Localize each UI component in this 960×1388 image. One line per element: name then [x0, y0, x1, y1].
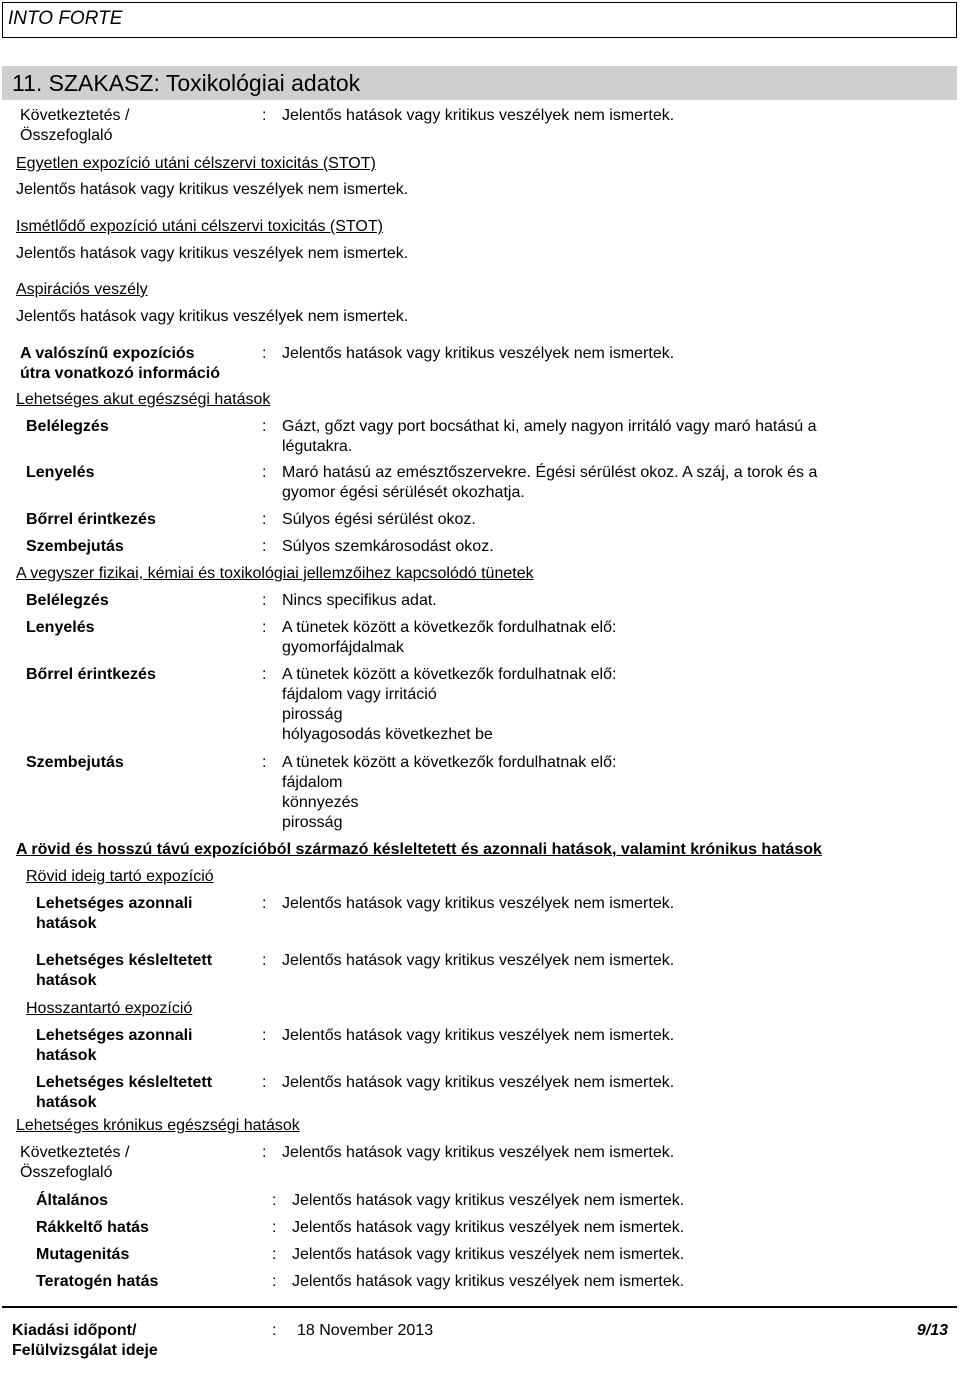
conclusion-label: Következtetés / Összefoglaló: [20, 107, 130, 144]
colon: :: [272, 1246, 277, 1263]
acute-row-value: Súlyos szemkárosodást okoz.: [282, 538, 494, 555]
short-delayed-label: Lehetséges késleltetett hatások: [36, 952, 213, 989]
delayed-heading: A rövid és hosszú távú expozícióból származó késleltetett és azonnali hatások, valamint krónikus hatások: [16, 841, 822, 858]
symptoms-heading: A vegyszer fizikai, kémiai és toxikológiai jellemzőihez kapcsolódó tünetek: [16, 565, 534, 582]
acute-row-label: Belélegzés: [26, 418, 109, 435]
stot-single-heading: Egyetlen expozíció utáni célszervi toxicitás (STOT): [16, 155, 376, 172]
acute-row-value: Maró hatású az emésztőszervekre. Égési sérülést okoz. A száj, a torok és a gyomor égési sérülését okozhatja.: [282, 464, 818, 501]
stot-repeated-text: Jelentős hatások vagy kritikus veszélyek nem ismertek.: [16, 245, 409, 262]
header-box: [2, 2, 957, 38]
colon: :: [262, 1027, 267, 1044]
colon: :: [262, 511, 267, 528]
colon: :: [272, 1219, 277, 1236]
long-delayed-value: Jelentős hatások vagy kritikus veszélyek nem ismertek.: [282, 1074, 675, 1091]
symptom-row-label: Bőrrel érintkezés: [26, 666, 156, 683]
chronic-row-label: Általános: [36, 1192, 109, 1209]
chronic-row-value: Jelentős hatások vagy kritikus veszélyek nem ismertek.: [292, 1192, 685, 1209]
chronic-row-value: Jelentős hatások vagy kritikus veszélyek nem ismertek.: [292, 1246, 685, 1263]
colon: :: [262, 345, 267, 362]
symptom-row-value: A tünetek között a következők fordulhatnak elő: gyomorfájdalmak: [282, 619, 617, 656]
chronic-row-value: Jelentős hatások vagy kritikus veszélyek nem ismertek.: [292, 1219, 685, 1236]
colon: :: [272, 1322, 277, 1339]
acute-row-value: Gázt, gőzt vagy port bocsáthat ki, amely nagyon irritáló vagy maró hatású a légutakra.: [282, 418, 817, 455]
colon: :: [262, 1074, 267, 1091]
symptom-row-value: A tünetek között a következők fordulhatnak elő: fájdalom vagy irritáció pirosság hólyagosodás következhet be: [282, 666, 617, 743]
colon: :: [262, 464, 267, 481]
routes-value: Jelentős hatások vagy kritikus veszélyek nem ismertek.: [282, 345, 675, 362]
colon: :: [262, 107, 267, 124]
aspiration-text: Jelentős hatások vagy kritikus veszélyek nem ismertek.: [16, 308, 409, 325]
acute-row-value: Súlyos égési sérülést okoz.: [282, 511, 476, 528]
chronic-row-label: Teratogén hatás: [36, 1273, 159, 1290]
colon: :: [262, 666, 267, 683]
long-exposure-heading: Hosszantartó expozíció: [26, 1000, 193, 1017]
colon: :: [262, 754, 267, 771]
chronic-row-label: Rákkeltő hatás: [36, 1219, 149, 1236]
footer-date-label: Kiadási időpont/ Felülvizsgálat ideje: [12, 1322, 158, 1359]
short-immediate-label: Lehetséges azonnali hatások: [36, 895, 193, 932]
page-number: 9/13: [916, 1322, 948, 1339]
short-immediate-value: Jelentős hatások vagy kritikus veszélyek nem ismertek.: [282, 895, 675, 912]
chronic-heading: Lehetséges krónikus egészségi hatások: [16, 1117, 300, 1134]
long-immediate-label: Lehetséges azonnali hatások: [36, 1027, 193, 1064]
short-exposure-heading: Rövid ideig tartó expozíció: [26, 868, 214, 885]
colon: :: [262, 418, 267, 435]
aspiration-heading: Aspirációs veszély: [16, 281, 148, 298]
colon: :: [262, 895, 267, 912]
colon: :: [262, 952, 267, 969]
section-title: 11. SZAKASZ: Toxikológiai adatok: [12, 70, 361, 96]
footer-date: 18 November 2013: [297, 1322, 434, 1339]
acute-heading: Lehetséges akut egészségi hatások: [16, 391, 271, 408]
symptom-row-label: Belélegzés: [26, 592, 109, 609]
conclusion-value: Jelentős hatások vagy kritikus veszélyek nem ismertek.: [282, 107, 675, 124]
long-delayed-label: Lehetséges késleltetett hatások: [36, 1074, 213, 1111]
symptom-row-value: A tünetek között a következők fordulhatnak elő: fájdalom könnyezés pirosság: [282, 754, 617, 831]
routes-label: A valószínű expozíciós útra vonatkozó információ: [20, 345, 221, 382]
acute-row-label: Lenyelés: [26, 464, 95, 481]
colon: :: [262, 619, 267, 636]
stot-single-text: Jelentős hatások vagy kritikus veszélyek nem ismertek.: [16, 181, 409, 198]
chronic-conclusion-value: Jelentős hatások vagy kritikus veszélyek nem ismertek.: [282, 1144, 675, 1161]
colon: :: [272, 1273, 277, 1290]
colon: :: [262, 1144, 267, 1161]
short-delayed-value: Jelentős hatások vagy kritikus veszélyek nem ismertek.: [282, 952, 675, 969]
colon: :: [262, 592, 267, 609]
symptom-row-label: Szembejutás: [26, 754, 124, 771]
stot-repeated-heading: Ismétlődő expozíció utáni célszervi toxicitás (STOT): [16, 218, 383, 235]
product-name: INTO FORTE: [8, 8, 123, 29]
acute-row-label: Szembejutás: [26, 538, 124, 555]
chronic-row-value: Jelentős hatások vagy kritikus veszélyek nem ismertek.: [292, 1273, 685, 1290]
chronic-row-label: Mutagenitás: [36, 1246, 130, 1263]
colon: :: [272, 1192, 277, 1209]
footer-divider: [2, 1306, 957, 1308]
chronic-conclusion-label: Következtetés / Összefoglaló: [20, 1144, 130, 1181]
acute-row-label: Bőrrel érintkezés: [26, 511, 156, 528]
long-immediate-value: Jelentős hatások vagy kritikus veszélyek nem ismertek.: [282, 1027, 675, 1044]
symptom-row-label: Lenyelés: [26, 619, 95, 636]
colon: :: [262, 538, 267, 555]
symptom-row-value: Nincs specifikus adat.: [282, 592, 437, 609]
